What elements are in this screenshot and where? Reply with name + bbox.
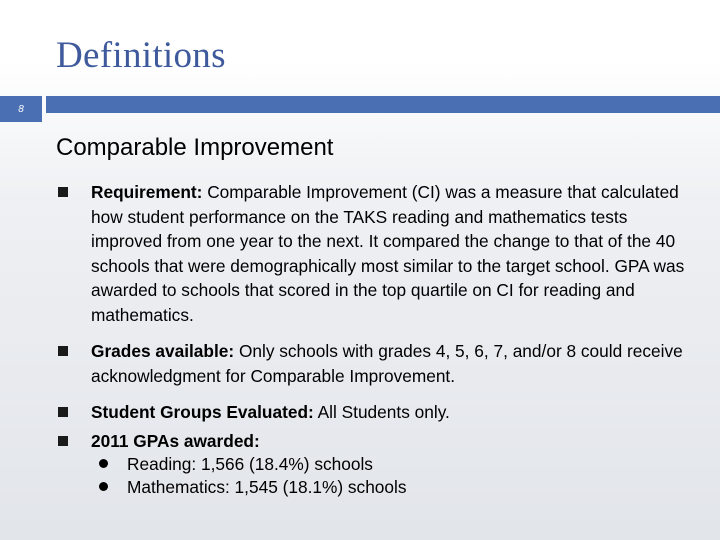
bullet-grades-available: [58, 339, 698, 388]
slide-title: Definitions: [56, 35, 226, 76]
square-bullet-icon: [58, 436, 68, 446]
sub-bullet-reading: [91, 453, 698, 476]
round-bullet-icon: [99, 459, 108, 468]
bullet-label: 2011 GPAs awarded:: [91, 430, 260, 451]
square-bullet-icon: [58, 407, 68, 417]
sub-bullet-text: Reading: 1,566 (18.4%) schools: [127, 454, 373, 474]
bullet-text: All Students only.: [313, 402, 450, 422]
slide-number: 8: [0, 96, 42, 122]
bullet-label: Student Groups Evaluated:: [91, 402, 314, 422]
sub-bullet-mathematics: [91, 476, 698, 499]
sub-bullet-text: Mathematics: 1,545 (18.1%) schools: [127, 476, 407, 497]
sub-bullet-list: [91, 453, 698, 498]
bullet-requirement: [58, 180, 698, 327]
square-bullet-icon: [58, 346, 68, 356]
title-divider-bar: [46, 96, 720, 113]
bullet-label: Grades available:: [91, 341, 235, 361]
bullet-student-groups: [58, 400, 698, 425]
bullet-text: Comparable Improvement (CI) was a measure that calculated how student performance on the TAKS reading and mathematics tests improved from one year to the next. It compared the change to that of the 40 schools that were demographically most similar to the target school. GPA was awarded to schools that scored in the top quartile on CI for reading and mathematics.: [91, 182, 685, 325]
section-heading: Comparable Improvement: [56, 134, 334, 161]
round-bullet-icon: [99, 482, 108, 491]
square-bullet-icon: [58, 187, 68, 197]
bullet-list: [58, 180, 698, 498]
bullet-label: Requirement:: [91, 182, 203, 202]
bullet-text: Only schools with grades 4, 5, 6, 7, and/or 8 could receive acknowledgment for Comparable Improvement.: [91, 341, 683, 386]
bullet-gpas-awarded: [58, 429, 698, 499]
